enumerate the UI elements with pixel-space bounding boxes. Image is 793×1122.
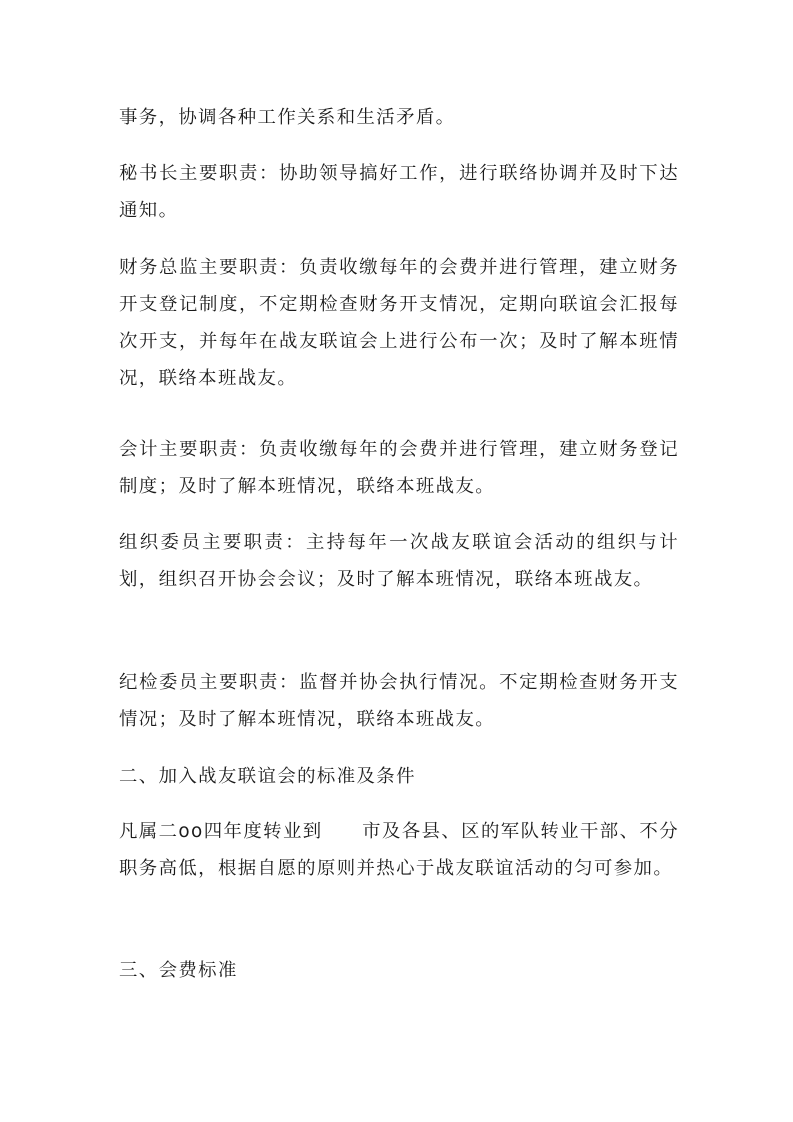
paragraph-discipline-member-duties: 纪检委员主要职责：监督并协会执行情况。不定期检查财务开支情况；及时了解本班情况，联络本班战友。	[119, 672, 679, 730]
paragraph-membership-criteria: 凡属二oo四年度转业到 市及各县、区的军队转业干部、不分职务高低，根据自愿的原则并热心于战友联谊活动的匀可参加。	[119, 821, 679, 879]
section-heading-membership-fee: 三、会费标准	[119, 960, 238, 981]
paragraph-finance-director-duties: 财务总监主要职责：负责收缴每年的会费并进行管理，建立财务开支登记制度，不定期检查财务开支情况，定期向联谊会汇报每次开支，并每年在战友联谊会上进行公布一次；及时了解本班情况，联络本班战友。	[119, 257, 679, 389]
paragraph-duties-intro-end: 事务，协调各种工作关系和生活矛盾。	[119, 107, 456, 128]
section-heading-membership-criteria: 二、加入战友联谊会的标准及条件	[119, 766, 416, 787]
paragraph-organization-member-duties: 组织委员主要职责：主持每年一次战友联谊会活动的组织与计划，组织召开协会会议；及时了解本班情况，联络本班战友。	[119, 532, 679, 590]
paragraph-secretary-general-duties: 秘书长主要职责：协助领导搞好工作，进行联络协调并及时下达通知。	[119, 163, 679, 221]
paragraph-accountant-duties: 会计主要职责：负责收缴每年的会费并进行管理，建立财务登记制度；及时了解本班情况，联络本班战友。	[119, 439, 679, 497]
